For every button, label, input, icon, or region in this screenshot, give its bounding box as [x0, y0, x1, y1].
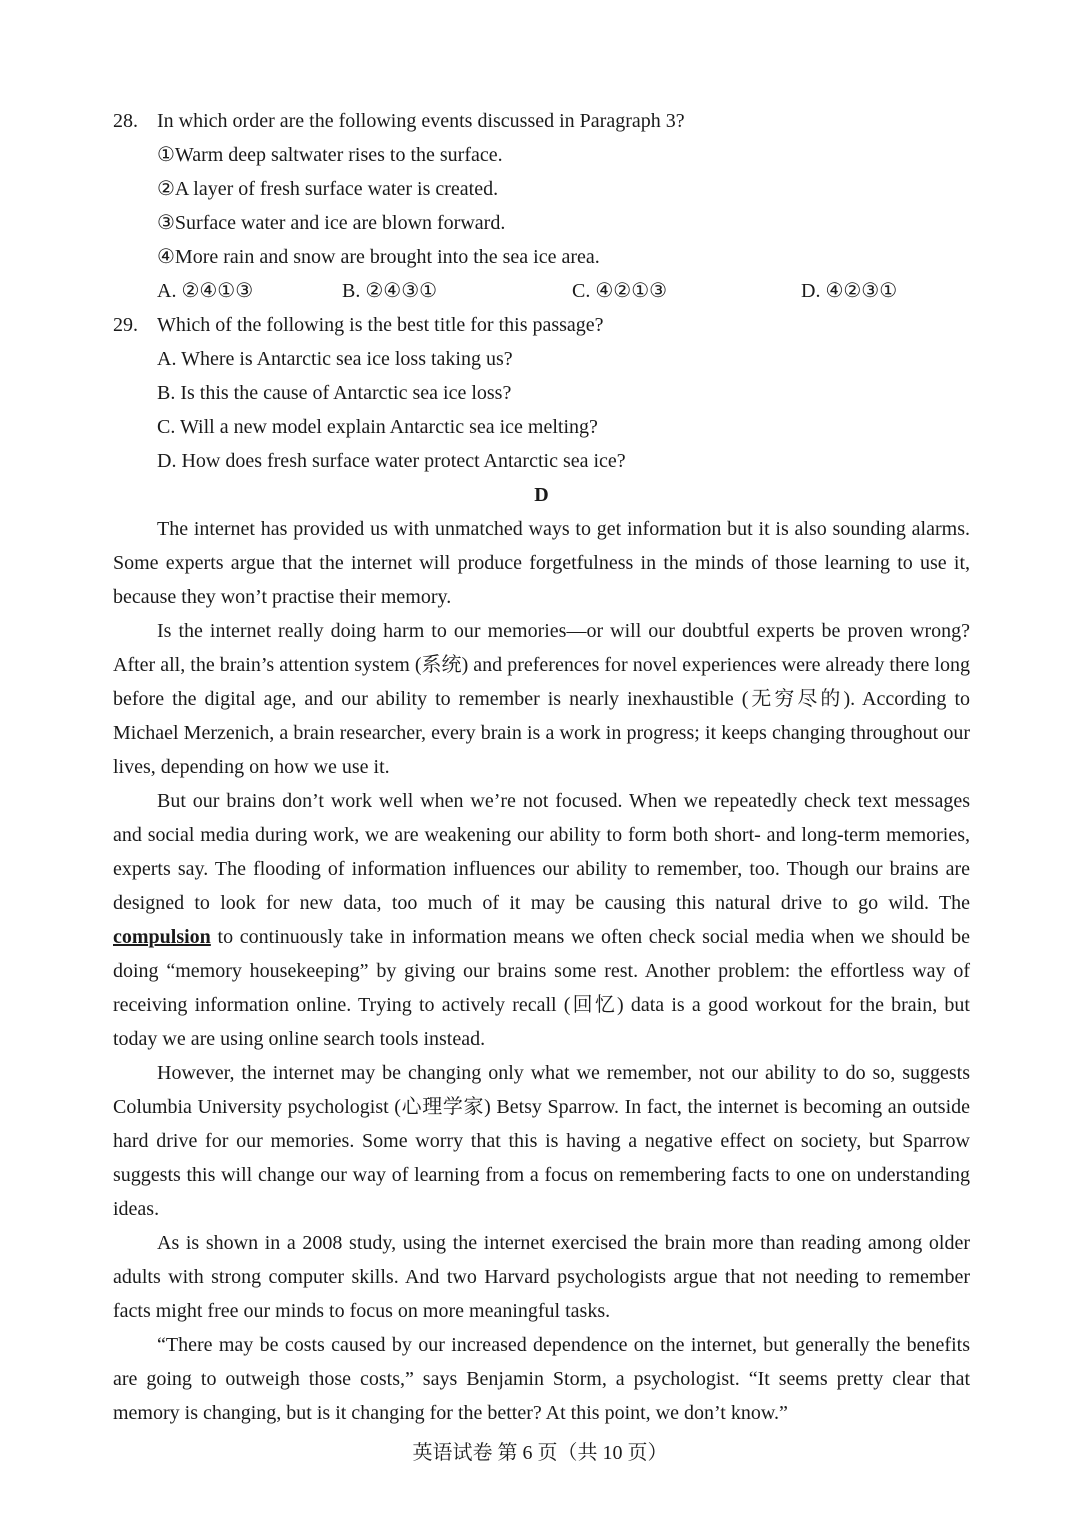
option-b: B. ②④③① — [342, 280, 438, 302]
option-a: A. Where is Antarctic sea ice loss taking us? — [157, 348, 513, 370]
option-d: D. How does fresh surface water protect Antarctic sea ice? — [157, 450, 626, 472]
passage-paragraph: The internet has provided us with unmatched ways to get information but it is also sounding alarms. Some experts argue that the internet will produce forgetfulness in the minds of those learning to use it, because they won’t practise their memory. — [113, 518, 970, 608]
option-c: C. Will a new model explain Antarctic sea ice melting? — [157, 416, 598, 438]
question-29 — [113, 308, 970, 478]
option-d: D. ④②③① — [801, 280, 898, 302]
paragraph-text: to continuously take in information means we often check social media when we should be doing “memory housekeeping” by giving our brains some rest. Another problem: the effortless way of receiving information online. Trying to actively recall (回忆) data is a good workout for the brain, but today we are using online search tools instead. — [113, 926, 970, 1050]
question-stem: Which of the following is the best title for this passage? — [157, 314, 604, 336]
passage-paragraph: “There may be costs caused by our increased dependence on the internet, but generally the benefits are going to outweigh those costs,” says Benjamin Storm, a psychologist. “It seems pretty clear that memory is changing, but is it changing for the better? At this point, we don’t know.” — [113, 1334, 970, 1424]
answer-options — [157, 274, 970, 308]
question-number: 28. — [113, 110, 138, 132]
event-item: ①Warm deep saltwater rises to the surface. — [157, 144, 503, 166]
section-heading: D — [534, 484, 549, 506]
event-item: ④More rain and snow are brought into the sea ice area. — [157, 246, 600, 268]
event-item: ②A layer of fresh surface water is created. — [157, 178, 499, 200]
passage-paragraph: Is the internet really doing harm to our memories—or will our doubtful experts be proven wrong? After all, the brain’s attention system (系统) and preferences for novel experiences were already there long before the digital age, and our ability to remember is nearly inexhaustible (无穷尽的). According to Michael Merzenich, a brain researcher, every brain is a work in progress; it keeps changing throughout our lives, depending on how we use it. — [113, 620, 970, 778]
option-a: A. ②④①③ — [157, 280, 254, 302]
question-28 — [113, 104, 970, 308]
option-c: C. ④②①③ — [572, 280, 668, 302]
page-content — [113, 104, 970, 1430]
option-b: B. Is this the cause of Antarctic sea ice loss? — [157, 382, 512, 404]
paragraph-text: But our brains don’t work well when we’re not focused. When we repeatedly check text messages and social media during work, we are weakening our ability to form both short- and long-term memories, experts say. The flooding of information influences our ability to remember, too. Though our brains are designed to look for new data, too much of it may be causing this natural drive to go wild. The — [113, 790, 970, 914]
question-number: 29. — [113, 314, 138, 336]
question-stem: In which order are the following events discussed in Paragraph 3? — [157, 110, 685, 132]
underlined-keyword: compulsion — [113, 926, 211, 948]
page-footer: 英语试卷 第 6 页（共 10 页） — [412, 1442, 668, 1464]
event-item: ③Surface water and ice are blown forward. — [157, 212, 506, 234]
passage-paragraph: As is shown in a 2008 study, using the internet exercised the brain more than reading among older adults with strong computer skills. And two Harvard psychologists argue that not needing to remember facts might free our minds to focus on more meaningful tasks. — [113, 1232, 970, 1322]
passage-paragraph — [113, 784, 970, 1056]
passage-paragraph: However, the internet may be changing only what we remember, not our ability to do so, suggests Columbia University psychologist (心理学家) Betsy Sparrow. In fact, the internet is becoming an outside hard drive for our memories. Some worry that this is having a negative effect on society, but Sparrow suggests this will change our way of learning from a focus on remembering facts to one on understanding ideas. — [113, 1062, 970, 1220]
